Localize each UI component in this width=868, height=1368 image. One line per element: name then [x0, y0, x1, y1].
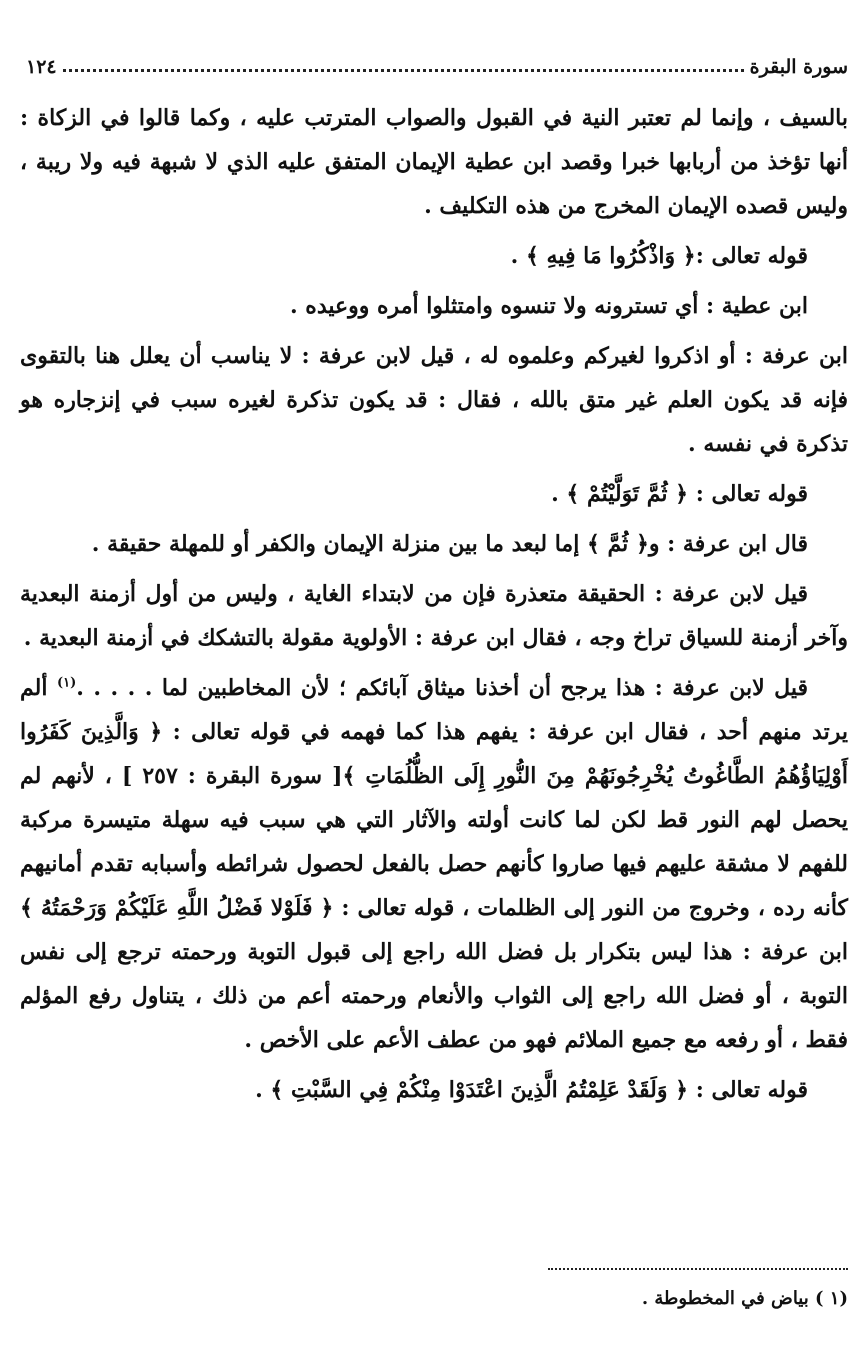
- paragraph-text: قوله تعالى :﴿ وَاذْكُرُوا مَا فِيهِ ﴾ .: [510, 243, 808, 269]
- paragraph-text: قوله تعالى : ﴿ ثُمَّ تَوَلَّيْتُمْ ﴾ .: [551, 481, 808, 507]
- paragraph-2: [20, 234, 848, 278]
- header-dotted-rule: [63, 69, 744, 72]
- footnote-1: (١ ) بياض في المخطوطة .: [641, 1288, 848, 1309]
- paragraph-4: [20, 334, 848, 466]
- page-number: ١٢٤: [26, 56, 57, 78]
- paragraph-1: [20, 96, 848, 228]
- document-page: [20, 50, 848, 1350]
- page-header: [20, 50, 848, 84]
- footnote-reference: (١): [56, 675, 77, 691]
- main-text: [20, 96, 848, 1112]
- paragraph-text: قيل لابن عرفة : هذا يرجح أن أخذنا ميثاق آبائكم ؛ لأن المخاطبين لما . . . . .: [76, 675, 808, 701]
- footnote-rule: [548, 1268, 848, 1270]
- paragraph-6: [20, 522, 848, 566]
- paragraph-3: [20, 284, 848, 328]
- paragraph-text-continued: ألم يرتد منهم أحد ، فقال ابن عرفة : يفهم هذا كما فهمه في قوله تعالى : ﴿ وَالَّذِينَ كَفَرُوا أَوْلِيَاؤُهُمُ الطَّاغُوتُ يُخْرِجُونَهُمْ مِنَ النُّورِ إِلَى الظُّلُمَاتِ ﴾[ سورة البقرة : ٢٥٧ ] ، لأنهم لم يحصل لهم النور قط لكن لما كانت أولته والآثار التي هي سبب فيه سهلة متيسرة مركبة للفهم لا مشقة عليهم فيها صاروا كأنهم حصل بالفعل لحصول شرائطه وأسبابه تقدم أمانيهم كأنه رده ، وخروج من النور إلى الظلمات ، قوله تعالى : ﴿ فَلَوْلا فَضْلُ اللَّهِ عَلَيْكُمْ وَرَحْمَتُهُ ﴾ ابن عرفة : هذا ليس بتكرار بل فضل الله راجع إلى قبول التوبة ورحمته ترجع إلى نفس التوبة ، أو فضل الله راجع إلى الثواب والأنعام ورحمته أعم من ذلك ، يتناول رفع المؤلم فقط ، أو رفعه مع جميع الملائم فهو من عطف الأعم على الأخص .: [20, 675, 848, 1053]
- paragraph-text: بالسيف ، وإنما لم تعتبر النية في القبول والصواب المترتب عليه ، وكما قالوا في الزكاة : أنها تؤخذ من أربابها خبرا وقصد ابن عطية الإيمان المتفق عليه الذي لا شبهة فيه ولا ريبة ، وليس قصده الإيمان المخرج من هذه التكليف .: [20, 105, 848, 219]
- paragraph-text: قال ابن عرفة : و﴿ ثُمَّ ﴾ إما لبعد ما بين منزلة الإيمان والكفر أو للمهلة حقيقة .: [91, 531, 808, 557]
- sura-title: سورة البقرة: [749, 56, 848, 78]
- paragraph-text: ابن عرفة : أو اذكروا لغيركم وعلموه له ، قيل لابن عرفة : لا يناسب أن يعلل هنا بالتقوى فإنه قد يكون العلم غير متق بالله ، فقال : قد يكون تذكرة لغيره سبب في إنزجاره هو تذكرة في نفسه .: [20, 343, 848, 457]
- paragraph-7: [20, 572, 848, 660]
- paragraph-9: [20, 1068, 848, 1112]
- paragraph-8: [20, 666, 848, 1062]
- paragraph-5: [20, 472, 848, 516]
- paragraph-text: ابن عطية : أي تسترونه ولا تنسوه وامتثلوا أمره ووعيده .: [289, 293, 808, 319]
- paragraph-text: قيل لابن عرفة : الحقيقة متعذرة فإن من لابتداء الغاية ، وليس من أول أزمنة البعدية وآخر أزمنة للسياق تراخ وجه ، فقال ابن عرفة : الأولوية مقولة بالتشكك في أزمنة البعدية .: [20, 581, 848, 651]
- paragraph-text: قوله تعالى : ﴿ وَلَقَدْ عَلِمْتُمُ الَّذِينَ اعْتَدَوْا مِنْكُمْ فِي السَّبْتِ ﴾ .: [255, 1077, 808, 1103]
- footnotes: [20, 1268, 848, 1309]
